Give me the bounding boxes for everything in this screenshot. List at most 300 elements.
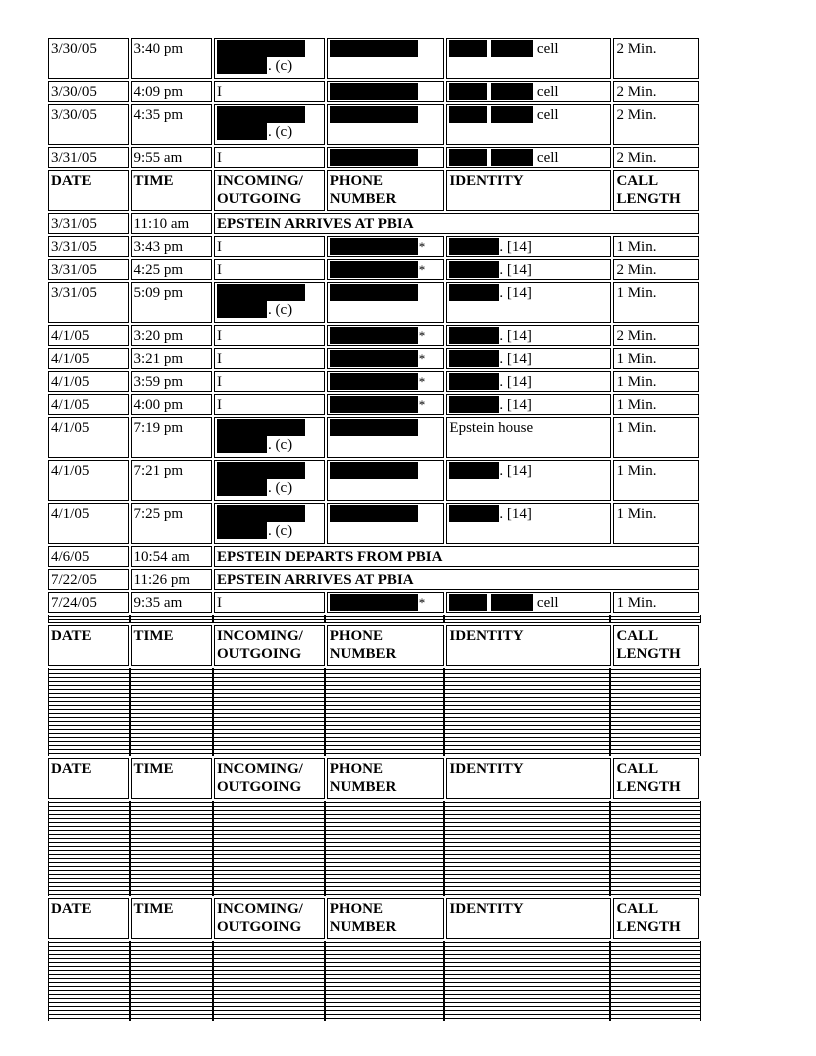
filler-line bbox=[131, 729, 212, 730]
filler-line bbox=[611, 681, 700, 682]
filler-line bbox=[214, 842, 324, 843]
direction-suffix: . (c) bbox=[268, 302, 293, 318]
identity-value: . [14] bbox=[499, 463, 532, 479]
filler-column bbox=[130, 668, 213, 756]
filler-line bbox=[445, 946, 609, 947]
redacted-direction bbox=[217, 419, 305, 436]
call-log-table bbox=[46, 896, 701, 941]
phone-asterisk: * bbox=[418, 328, 426, 343]
filler-line bbox=[445, 721, 609, 722]
phone-asterisk: * bbox=[418, 595, 426, 610]
header-direction-label: INCOMING/ OUTGOING bbox=[217, 628, 303, 662]
header-date bbox=[48, 758, 129, 799]
filler-line bbox=[131, 733, 212, 734]
filler-line bbox=[445, 950, 609, 951]
identity-cell bbox=[446, 236, 611, 257]
filler-line bbox=[611, 966, 700, 967]
filler-line bbox=[49, 958, 129, 959]
phone-cell bbox=[327, 394, 445, 415]
header-phone-label: PHONE NUMBER bbox=[329, 901, 397, 935]
filler-line bbox=[214, 725, 324, 726]
filler-line bbox=[326, 619, 443, 620]
filler-line bbox=[611, 741, 700, 742]
filler-column bbox=[130, 801, 213, 896]
event-row bbox=[48, 213, 699, 234]
filler-line bbox=[611, 974, 700, 975]
filler-line bbox=[445, 886, 609, 887]
direction-suffix: . (c) bbox=[268, 437, 293, 453]
filler-column bbox=[213, 941, 325, 1021]
filler-line bbox=[214, 966, 324, 967]
call-row bbox=[48, 282, 699, 323]
event-date: 3/31/05 bbox=[51, 216, 97, 232]
filler-line bbox=[326, 886, 443, 887]
header-time-label: TIME bbox=[133, 761, 174, 777]
identity-cell bbox=[446, 104, 611, 145]
filler-line bbox=[214, 1010, 324, 1011]
filler-line bbox=[49, 986, 129, 987]
filler-line bbox=[214, 850, 324, 851]
phone-asterisk: * bbox=[418, 239, 426, 254]
header-date bbox=[48, 170, 129, 211]
call-date: 4/1/05 bbox=[51, 351, 90, 367]
call-row bbox=[48, 348, 699, 369]
filler-column bbox=[444, 615, 610, 623]
identity-value: . [14] bbox=[499, 374, 532, 390]
filler-line bbox=[131, 994, 212, 995]
filler-line bbox=[326, 717, 443, 718]
filler-line bbox=[326, 685, 443, 686]
header-phone bbox=[327, 898, 445, 939]
filler-line bbox=[131, 806, 212, 807]
header-identity bbox=[446, 170, 611, 211]
redacted-identity bbox=[449, 149, 487, 166]
filler-line bbox=[445, 974, 609, 975]
filler-line bbox=[445, 749, 609, 750]
filler-column bbox=[130, 941, 213, 1021]
call-length: 1 Min. bbox=[616, 239, 657, 255]
redacted-direction bbox=[217, 57, 267, 74]
event-time: 10:54 am bbox=[133, 549, 190, 565]
time-cell bbox=[131, 546, 213, 567]
filler-line bbox=[445, 890, 609, 891]
filler-line bbox=[611, 994, 700, 995]
filler-line bbox=[326, 709, 443, 710]
filler-line bbox=[611, 850, 700, 851]
filler-line bbox=[49, 882, 129, 883]
filler-line bbox=[131, 737, 212, 738]
redacted-phone-number bbox=[330, 261, 418, 278]
filler-line bbox=[131, 619, 212, 620]
filler-line bbox=[611, 890, 700, 891]
filler-line bbox=[131, 1006, 212, 1007]
filler-line bbox=[49, 838, 129, 839]
redacted-phone-number bbox=[330, 149, 418, 166]
filler-line bbox=[49, 1006, 129, 1007]
filler-line bbox=[445, 990, 609, 991]
filler-line bbox=[326, 978, 443, 979]
filler-column bbox=[610, 941, 701, 1021]
filler-line bbox=[445, 1002, 609, 1003]
filler-line bbox=[49, 842, 129, 843]
filler-line bbox=[445, 697, 609, 698]
filler-line bbox=[611, 978, 700, 979]
phone-cell bbox=[327, 259, 445, 280]
filler-line bbox=[326, 838, 443, 839]
direction-value: I bbox=[217, 328, 222, 344]
call-date: 4/1/05 bbox=[51, 397, 90, 413]
filler-column bbox=[213, 801, 325, 896]
filler-line bbox=[214, 619, 324, 620]
filler-line bbox=[49, 733, 129, 734]
date-cell bbox=[48, 546, 129, 567]
header-direction-label: INCOMING/ OUTGOING bbox=[217, 761, 303, 795]
phone-cell bbox=[327, 417, 445, 458]
filler-line bbox=[131, 753, 212, 754]
identity-value: cell bbox=[536, 107, 559, 123]
header-row bbox=[48, 625, 699, 666]
filler-line bbox=[326, 733, 443, 734]
filler-line bbox=[326, 810, 443, 811]
filler-line bbox=[326, 966, 443, 967]
identity-value: . [14] bbox=[499, 397, 532, 413]
direction-cell bbox=[214, 38, 325, 79]
phone-asterisk: * bbox=[418, 262, 426, 277]
filler-line bbox=[49, 862, 129, 863]
header-length bbox=[613, 758, 699, 799]
header-direction-label: INCOMING/ OUTGOING bbox=[217, 901, 303, 935]
header-direction bbox=[214, 758, 325, 799]
time-cell bbox=[131, 81, 213, 102]
call-length: 1 Min. bbox=[616, 374, 657, 390]
filler-line bbox=[49, 982, 129, 983]
direction-cell bbox=[214, 81, 325, 102]
filler-line bbox=[214, 970, 324, 971]
direction-suffix: . (c) bbox=[268, 523, 293, 539]
identity-cell bbox=[446, 417, 611, 458]
header-phone bbox=[327, 170, 445, 211]
filler-line bbox=[131, 810, 212, 811]
filler-line bbox=[326, 854, 443, 855]
filler-line bbox=[445, 966, 609, 967]
filler-line bbox=[49, 669, 129, 670]
filler-line bbox=[326, 994, 443, 995]
redacted-phone-number bbox=[330, 594, 418, 611]
filler-line bbox=[611, 616, 700, 617]
header-identity-label: IDENTITY bbox=[449, 173, 524, 189]
filler-line bbox=[131, 1014, 212, 1015]
call-time: 3:21 pm bbox=[133, 351, 184, 367]
direction-cell bbox=[214, 259, 325, 280]
filler-line bbox=[214, 950, 324, 951]
filler-line bbox=[611, 882, 700, 883]
filler-line bbox=[326, 725, 443, 726]
event-row bbox=[48, 569, 699, 590]
filler-line bbox=[445, 705, 609, 706]
identity-value: . [14] bbox=[499, 351, 532, 367]
call-date: 3/30/05 bbox=[51, 41, 97, 57]
header-length-label: CALL LENGTH bbox=[616, 901, 681, 935]
direction-cell bbox=[214, 147, 325, 168]
redacted-identity bbox=[449, 350, 499, 367]
date-cell bbox=[48, 417, 129, 458]
direction-value: I bbox=[217, 397, 222, 413]
time-cell bbox=[131, 282, 213, 323]
call-length: 2 Min. bbox=[616, 262, 657, 278]
filler-line bbox=[131, 616, 212, 617]
call-row bbox=[48, 81, 699, 102]
filler-line bbox=[49, 713, 129, 714]
filler-line bbox=[49, 1010, 129, 1011]
filler-line bbox=[611, 745, 700, 746]
filler-line bbox=[49, 858, 129, 859]
filler-line bbox=[131, 802, 212, 803]
filler-line bbox=[214, 733, 324, 734]
direction-cell bbox=[214, 417, 325, 458]
filler-line bbox=[445, 970, 609, 971]
filler-line bbox=[214, 669, 324, 670]
filler-line bbox=[131, 974, 212, 975]
header-length-label: CALL LENGTH bbox=[616, 628, 681, 662]
filler-line bbox=[326, 850, 443, 851]
identity-value: . [14] bbox=[499, 506, 532, 522]
call-date: 3/30/05 bbox=[51, 84, 97, 100]
call-length: 1 Min. bbox=[616, 595, 657, 611]
call-log-table bbox=[46, 623, 701, 668]
filler-line bbox=[611, 802, 700, 803]
direction-cell bbox=[214, 348, 325, 369]
phone-cell bbox=[327, 348, 445, 369]
filler-line bbox=[49, 870, 129, 871]
call-log-table bbox=[46, 36, 701, 615]
filler-line bbox=[49, 729, 129, 730]
filler-line bbox=[611, 1002, 700, 1003]
length-cell bbox=[613, 503, 699, 544]
header-date-label: DATE bbox=[51, 173, 92, 189]
call-time: 7:21 pm bbox=[133, 463, 184, 479]
filler-line bbox=[326, 741, 443, 742]
filler-line bbox=[326, 669, 443, 670]
length-cell bbox=[613, 81, 699, 102]
filler-line bbox=[131, 858, 212, 859]
filler-line bbox=[131, 942, 212, 943]
filler-line bbox=[214, 826, 324, 827]
filler-line bbox=[214, 994, 324, 995]
filler-line bbox=[214, 705, 324, 706]
filler-line bbox=[49, 619, 129, 620]
filler-line bbox=[326, 998, 443, 999]
time-cell bbox=[131, 325, 213, 346]
filler-line bbox=[611, 878, 700, 879]
filler-column bbox=[610, 668, 701, 756]
filler-line bbox=[611, 814, 700, 815]
direction-cell bbox=[214, 371, 325, 392]
filler-line bbox=[131, 874, 212, 875]
identity-value: . [14] bbox=[499, 285, 532, 301]
filler-line bbox=[214, 616, 324, 617]
filler-line bbox=[131, 749, 212, 750]
filler-line bbox=[326, 1018, 443, 1019]
filler-column bbox=[48, 615, 130, 623]
call-date: 3/31/05 bbox=[51, 285, 97, 301]
filler-line bbox=[214, 962, 324, 963]
filler-line bbox=[214, 858, 324, 859]
event-description: EPSTEIN DEPARTS FROM PBIA bbox=[217, 549, 443, 565]
filler-line bbox=[131, 854, 212, 855]
filler-line bbox=[611, 1010, 700, 1011]
filler-line bbox=[445, 838, 609, 839]
header-time bbox=[131, 758, 213, 799]
call-length: 1 Min. bbox=[616, 285, 657, 301]
filler-line bbox=[214, 802, 324, 803]
filler-line bbox=[49, 689, 129, 690]
filler-line bbox=[445, 870, 609, 871]
identity-cell bbox=[446, 592, 611, 613]
filler-line bbox=[326, 806, 443, 807]
call-row bbox=[48, 394, 699, 415]
filler-line bbox=[49, 818, 129, 819]
call-row bbox=[48, 503, 699, 544]
filler-line bbox=[611, 982, 700, 983]
filler-line bbox=[214, 954, 324, 955]
filler-line bbox=[131, 669, 212, 670]
call-time: 4:00 pm bbox=[133, 397, 184, 413]
filler-line bbox=[49, 970, 129, 971]
filler-line bbox=[214, 721, 324, 722]
filler-line bbox=[326, 673, 443, 674]
event-description-cell bbox=[214, 546, 699, 567]
filler-line bbox=[214, 894, 324, 895]
filler-column bbox=[325, 615, 444, 623]
filler-line bbox=[214, 717, 324, 718]
filler-line bbox=[326, 822, 443, 823]
header-direction bbox=[214, 625, 325, 666]
time-cell bbox=[131, 104, 213, 145]
length-cell bbox=[613, 325, 699, 346]
filler-line bbox=[131, 701, 212, 702]
filler-line bbox=[131, 842, 212, 843]
filler-line bbox=[131, 966, 212, 967]
filler-line bbox=[326, 986, 443, 987]
filler-line bbox=[49, 814, 129, 815]
call-date: 4/1/05 bbox=[51, 328, 90, 344]
filler-line bbox=[214, 701, 324, 702]
redacted-row-stack bbox=[46, 941, 701, 1021]
phone-cell bbox=[327, 460, 445, 501]
filler-column bbox=[610, 801, 701, 896]
filler-line bbox=[611, 1006, 700, 1007]
header-phone bbox=[327, 625, 445, 666]
filler-line bbox=[326, 882, 443, 883]
filler-line bbox=[131, 946, 212, 947]
length-cell bbox=[613, 417, 699, 458]
filler-line bbox=[445, 745, 609, 746]
filler-line bbox=[611, 729, 700, 730]
call-length: 2 Min. bbox=[616, 150, 657, 166]
filler-line bbox=[445, 681, 609, 682]
filler-line bbox=[445, 622, 609, 623]
filler-line bbox=[326, 737, 443, 738]
header-direction-label: INCOMING/ OUTGOING bbox=[217, 173, 303, 207]
direction-value: I bbox=[217, 150, 222, 166]
filler-line bbox=[611, 709, 700, 710]
filler-line bbox=[214, 677, 324, 678]
filler-line bbox=[445, 725, 609, 726]
filler-line bbox=[611, 950, 700, 951]
filler-line bbox=[49, 834, 129, 835]
filler-line bbox=[326, 721, 443, 722]
header-row bbox=[48, 898, 699, 939]
filler-line bbox=[214, 810, 324, 811]
phone-cell bbox=[327, 282, 445, 323]
filler-line bbox=[611, 942, 700, 943]
call-time: 4:35 pm bbox=[133, 107, 184, 123]
redacted-phone-number bbox=[330, 40, 418, 57]
direction-cell bbox=[214, 394, 325, 415]
filler-line bbox=[49, 677, 129, 678]
filler-line bbox=[611, 669, 700, 670]
filler-line bbox=[49, 705, 129, 706]
redacted-phone-number bbox=[330, 505, 418, 522]
length-cell bbox=[613, 394, 699, 415]
header-length bbox=[613, 625, 699, 666]
filler-line bbox=[445, 685, 609, 686]
call-log-table bbox=[46, 756, 701, 801]
header-identity-label: IDENTITY bbox=[449, 901, 524, 917]
filler-line bbox=[326, 689, 443, 690]
filler-line bbox=[214, 846, 324, 847]
filler-line bbox=[214, 866, 324, 867]
filler-line bbox=[611, 749, 700, 750]
filler-line bbox=[131, 894, 212, 895]
identity-value: . [14] bbox=[499, 239, 532, 255]
call-date: 3/31/05 bbox=[51, 239, 97, 255]
call-length: 1 Min. bbox=[616, 397, 657, 413]
filler-line bbox=[326, 974, 443, 975]
filler-line bbox=[49, 681, 129, 682]
filler-line bbox=[49, 890, 129, 891]
header-phone-label: PHONE NUMBER bbox=[329, 628, 397, 662]
call-row bbox=[48, 371, 699, 392]
filler-line bbox=[131, 954, 212, 955]
filler-line bbox=[445, 616, 609, 617]
header-date-label: DATE bbox=[51, 901, 92, 917]
redacted-phone-number bbox=[330, 83, 418, 100]
header-length-label: CALL LENGTH bbox=[616, 761, 681, 795]
time-cell bbox=[131, 417, 213, 458]
length-cell bbox=[613, 147, 699, 168]
filler-line bbox=[214, 1014, 324, 1015]
filler-line bbox=[49, 721, 129, 722]
filler-line bbox=[214, 673, 324, 674]
filler-line bbox=[131, 882, 212, 883]
filler-line bbox=[131, 721, 212, 722]
redacted-phone-number bbox=[330, 284, 418, 301]
filler-line bbox=[326, 622, 443, 623]
header-identity bbox=[446, 898, 611, 939]
filler-line bbox=[445, 810, 609, 811]
filler-line bbox=[611, 962, 700, 963]
filler-line bbox=[49, 990, 129, 991]
header-phone-label: PHONE NUMBER bbox=[329, 761, 397, 795]
event-description-cell bbox=[214, 569, 699, 590]
direction-value: I bbox=[217, 351, 222, 367]
direction-value: I bbox=[217, 84, 222, 100]
length-cell bbox=[613, 282, 699, 323]
filler-line bbox=[49, 846, 129, 847]
filler-line bbox=[611, 846, 700, 847]
phone-cell bbox=[327, 81, 445, 102]
